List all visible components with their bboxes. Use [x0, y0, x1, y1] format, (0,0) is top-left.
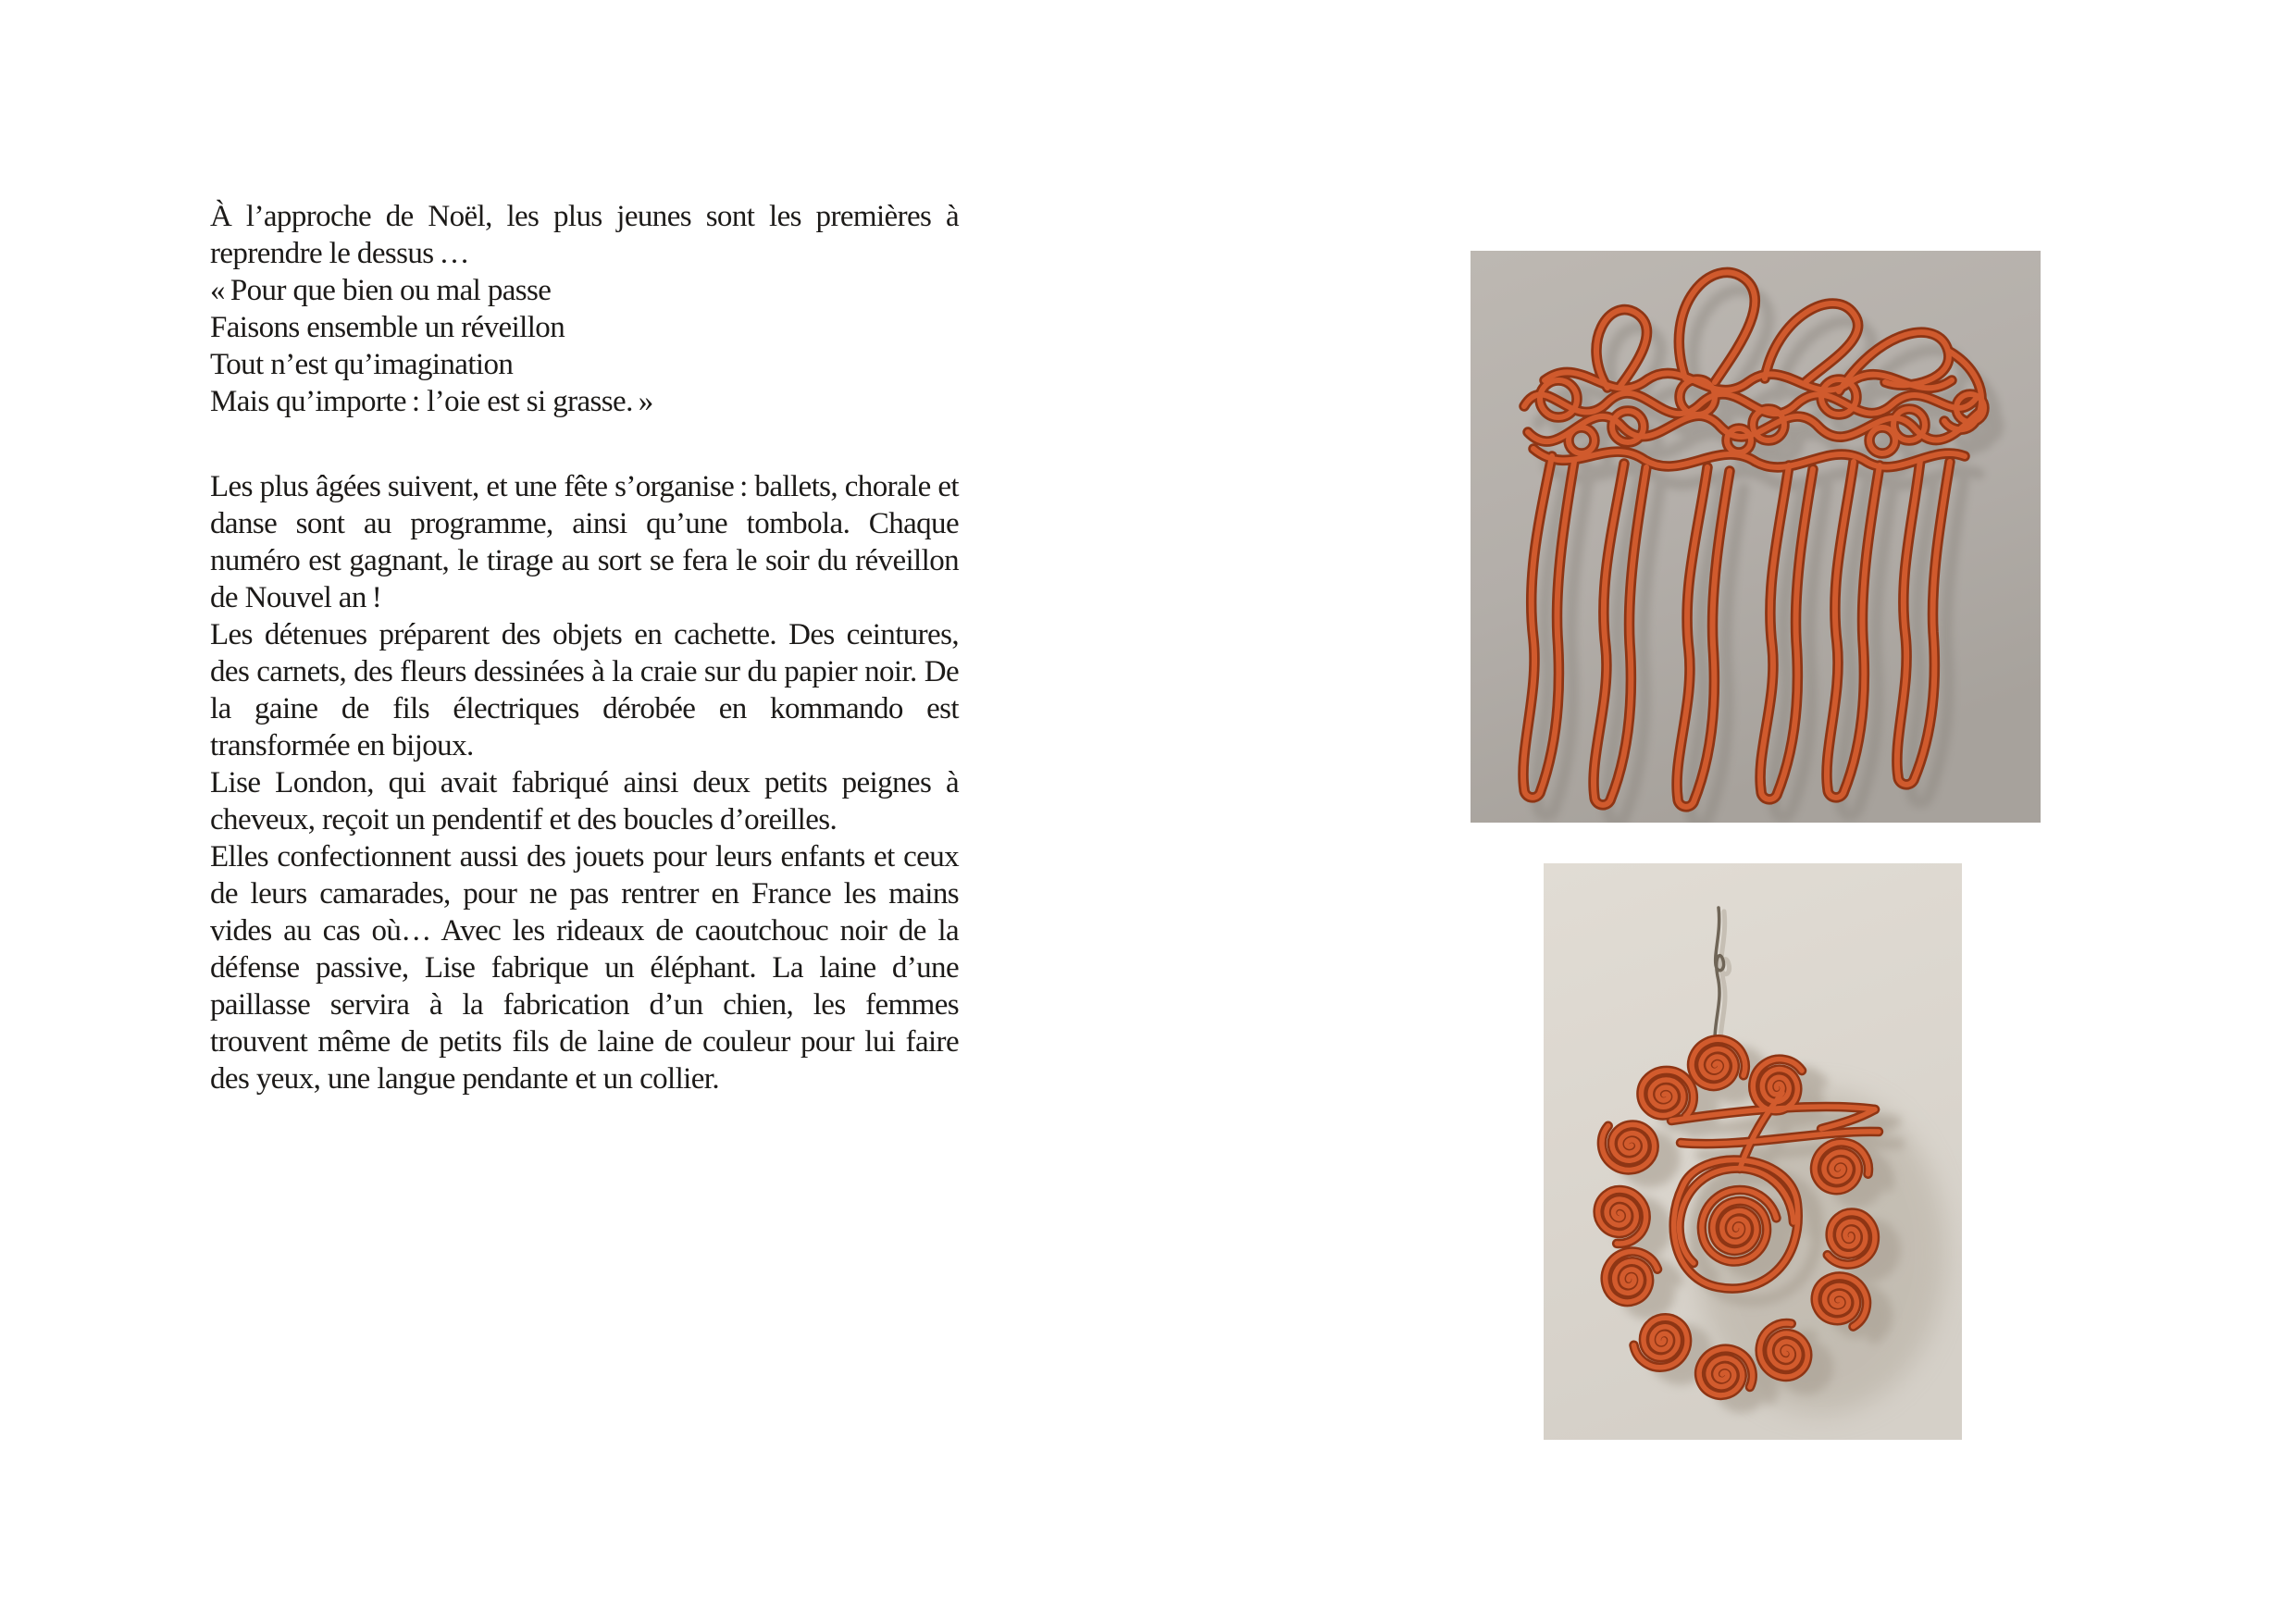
paragraph-jouets: Elles confectionnent aussi des jouets pour leurs enfants et ceux de leurs camarades, pour ne pas rentrer en France les mains vides au cas où… Avec les rideaux de caoutchouc noir de la défense passive, Lise fabrique un éléphant. La laine d’une paillasse servira à la fabrication d’un chien, les femmes trouvent même de petits fils de laine de couleur pour lui faire des yeux, une langue pendante et un collier. [210, 840, 959, 1096]
wire-comb-photo-graphic [1471, 251, 2041, 823]
poem-line-4: Mais qu’importe : l’oie est si grasse. » [210, 385, 653, 418]
paragraph-intro: À l’approche de Noël, les plus jeunes sont les premières à reprendre le dessus … [210, 200, 959, 270]
poem-line-1: « Pour que bien ou mal passe [210, 274, 552, 307]
figure-wire-pendant [1544, 863, 1962, 1440]
paragraph-fete: Les plus âgées suivent, et une fête s’organise : ballets, chorale et danse sont au programme, ainsi qu’une tombola. Chaque numéro est gagnant, le tirage au sort se fera le soir du réveillon de Nouvel an ! [210, 470, 959, 614]
poem-line-2: Faisons ensemble un réveillon [210, 311, 565, 344]
paragraph-lise: Lise London, qui avait fabriqué ainsi deux petits peignes à cheveux, reçoit un pendentif et des boucles d’oreilles. [210, 766, 959, 836]
text-column [210, 198, 959, 1097]
wire-pendant-photo-graphic [1544, 863, 1962, 1440]
figure-wire-comb [1471, 251, 2041, 823]
poem-block [210, 272, 959, 420]
poem-line-3: Tout n’est qu’imagination [210, 348, 514, 381]
paragraph-objets: Les détenues préparent des objets en cachette. Des ceintures, des carnets, des fleurs dessinées à la craie sur du papier noir. De la gaine de fils électriques dérobée en kommando est transformée en bijoux. [210, 618, 959, 762]
